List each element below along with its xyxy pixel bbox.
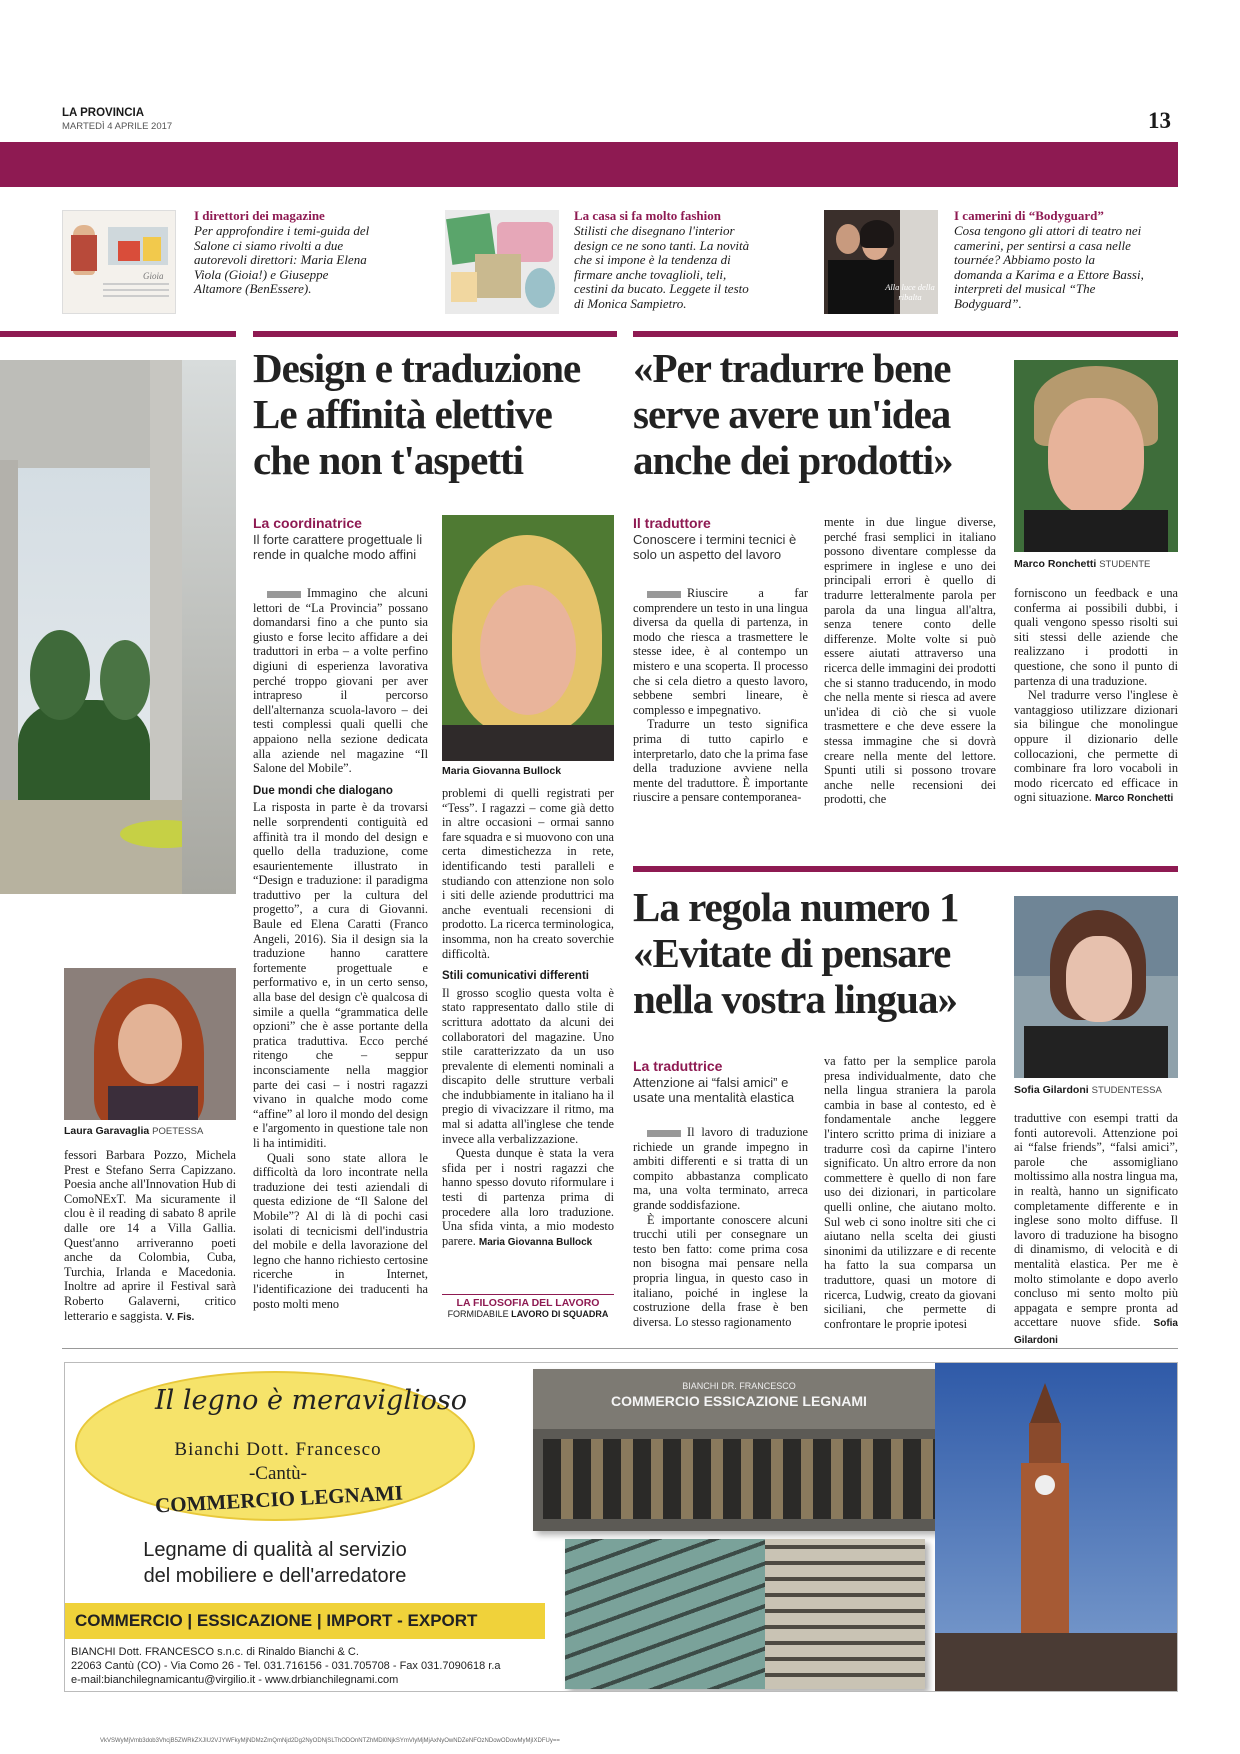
article1-col2: problemi di quelli registrati per “Tess”. I ragazzi – come già detto in altre occasioni – ormai sanno fare squadra e si muovono con una certa dimestichezza in rete, identificando testi paralleli e studiando con attenzione non solo i siti delle aziende produttrici ma anche eventuali recensioni di prodotto. La ricerca terminologica, insomma, non ha creato soverchie difficoltà. Stili comunicativi differenti Il grosso scoglio questa volta è stato rappresentato dallo stile di scrittura adottato da alcuni dei collaboratori del magazine. Uno stile caratterizzato da un uso prevalente di elementi nominali a discapito delle strutture verbali che indubbiamente in italiano ha il pregio di vivacizzare il ritmo, ma mal si adatta all'inglese che tende invece alla verbalizzazione. Questa dunque è stata la vera sfida per i nostri ragazzi che hanno spesso dovuto riformulare i testi di partenza prima di procedere alla loro traduzione. Una sfida vinta, a mio modesto parere. Maria Giovanna Bullock: [442, 786, 614, 1248]
article1-headline-line1: Design e traduzione: [253, 345, 581, 391]
marco-ronchetti-caption: [1014, 558, 1150, 570]
article1-col1: Immagino che alcuni lettori de “La Provincia” possano domandarsi fino a che punto sia giusto e forse lecito affidare a dei traduttori in erba – a volte perfino digiuni di esperienza lavorativa perché troppo giovani per aver intrapreso il percorso dell'alternanza scuola-lavoro – dei testi complessi quali quelli che appaiono nella sezione dedicata alla aziende nel magazine “Il Salone del Mobile”. Due mondi che dialogano La risposta in parte è da trovarsi nelle sorprendenti contiguità ed affinità tra il mondo del design e quello della traduzione, come esaurientemente illustrato in “Design e traduzione: il paradigma traduttivo per la cultura del progetto”, a cura di Giovanni. Baule ed Elena Caratti (Franco Angeli, 2016). Sia il design sia la traduzione hanno carattere fortemente progettuale e performativo e, in un certo senso, alla base del design c'è qualcosa di simile a quella “grammatica delle opzioni” che è asse portante della pratica traduttiva. Ecco perché ritengo che – seppur inconsciamente nella maggior parte dei casi – i nostri ragazzi vivano in qualche modo come “affine” al loro il mondo del design e l'argomento in questione tale non li ha intimiditi. Quali sono state allora le difficoltà da loro incontrate nella traduzione dei testi aziendali di questa edizione de “Il Salone del Mobile”? Al di là di pochi casi isolati di tecnicismi dell'industria del mobile e della lavorazione del legno che hanno richiesto certosine ricerche in Internet, l'identificazione dei traducenti ha posto molti meno: [253, 586, 428, 1311]
article2-col1: Riuscire a far comprendere un testo in una lingua diversa da quella di partenza, in modo che riesca a trasmettere le stesse idee, è al contempo un mistero e una scoperta. Il processo che si cela dietro a questo lavoro, sebbene sembri lineare, è complesso e impegnativo. Tradurre un testo significa prima di tutto capirlo e interpretarlo, dato che la prima fase della traduzione avviene nella mente del traduttore. È importante riuscire a pensare contemporanea-: [633, 586, 808, 805]
article1-footer: [442, 1294, 614, 1319]
article1-kicker: La coordinatrice: [253, 515, 362, 531]
caption-name: Laura Garavaglia: [64, 1125, 150, 1137]
maria-giovanna-bullock-photo: [442, 515, 614, 761]
ad-address: [71, 1645, 501, 1687]
laura-garavaglia-caption: [64, 1125, 203, 1137]
article3-para-2: È importante conoscere alcuni trucchi utili per consegnare un testo ben fatto: come prima cosa non bisogna mai pensare nella propria lingua, in questo caso in italiano, poiché in inglese la costruzione della frase è ben diversa. Lo stesso ragionamento: [633, 1212, 808, 1329]
caption-role: STUDENTESSA: [1091, 1085, 1162, 1096]
article3-headline-line2: «Evitate di pensare: [633, 930, 951, 976]
article2-col2: [824, 515, 996, 807]
ad-company: Bianchi Dott. Francesco: [174, 1439, 382, 1460]
ad-lumber-photo: [565, 1539, 925, 1689]
issue-date: MARTEDÌ 4 APRILE 2017: [62, 121, 173, 132]
article1-para-3: Quali sono state allora le difficoltà da loro incontrate nella traduzione dei testi aziendali di questa edizione de “Il Salone del Mobile”? Al di là di pochi casi isolati di tecnicismi dell'industria del mobile e della lavorazione del legno che hanno richiesto certosine ricerche in Internet, l'identificazione dei traducenti ha posto molti meno: [253, 1150, 428, 1311]
maria-giovanna-bullock-caption: [442, 765, 561, 777]
section-rule-left: [0, 331, 236, 337]
article2-headline-line2: serve avere un'idea: [633, 391, 951, 437]
teaser-3[interactable]: [954, 208, 1144, 311]
article3-headline-line1: La regola numero 1: [633, 884, 959, 930]
teaser-2-title: La casa si fa molto fashion: [574, 208, 721, 223]
lead-marker: [267, 591, 301, 598]
ad-sign-line-2: COMMERCIO ESSICAZIONE LEGNAMI: [611, 1393, 867, 1409]
teaser-3-text: Cosa tengono gli attori di teatro nei camerini, per sentirsi a casa nelle tournée? Abbiamo posto la domanda a Karima e a Ettore Bassi, interpreti del musical “The Bodyguard”.: [954, 223, 1144, 311]
ad-top-rule: [62, 1348, 1178, 1349]
article3-para-3: va fatto per la semplice parola presa individualmente, dato che nella lingua straniera la parola cambia in base al contesto, ed è fondamentale anche leggere l'intero scritto prima di iniziare a tradurre così da capirne l'intero significato. Un altro errore da non commettere è quello di non fare uso dei dizionari, in particolare quelli online, che aiutano molto. Sul web ci sono inoltre siti che ci aiutano nella scelta dei giusti sinonimi da utilizzare e di recente ha fatto la sua comparsa un traduttore, quasi un motore di ricerca, Ludwig, creato da giovani siciliani, che permette di confrontare le proprie ipotesi: [824, 1054, 996, 1331]
article1-subhead-2: Stili comunicativi differenti: [442, 970, 589, 983]
caption-role: POETESSA: [152, 1126, 204, 1137]
ad-sign-line-1: BIANCHI DR. FRANCESCO: [682, 1381, 796, 1391]
paper-name: LA PROVINCIA: [62, 107, 144, 119]
article1-para-5: Il grosso scoglio questa volta è stato rappresentato dallo stile di scrittura adottato da alcuni dei collaboratori del magazine. Uno stile caratterizzato da un uso prevalente di elementi nominali a discapito delle strutture verbali che indubbiamente in italiano ha il pregio di vivacizzare il ritmo, ma mal si adatta all'inglese che tende invece alla verbalizzazione.: [442, 985, 614, 1146]
ad-address-line-2: 22063 Cantù (CO) - Via Como 26 - Tel. 031.716156 - 031.705708 - Fax 031.7090618 r.a: [71, 1660, 501, 1672]
ad-slogan: Il legno è meraviglioso: [155, 1385, 467, 1416]
ad-bell-tower: [935, 1363, 1178, 1692]
article1-deck: Il forte carattere progettuale li rende in qualche modo affini: [253, 532, 423, 562]
article1-headline-line2: Le affinità elettive: [253, 391, 552, 437]
article3-signature: Sofia Gilardoni: [1014, 1318, 1178, 1346]
article2-headline: [633, 345, 993, 483]
gioia-label: Gioia: [143, 271, 164, 281]
left-column-text: [64, 1148, 236, 1325]
teaser-thumb-bodyguard: [824, 210, 938, 314]
article3-headline: [633, 884, 1003, 1022]
left-column-body: fessori Barbara Pozzo, Michela Prest e Stefano Serra Capizzano. Poesia anche all'Innovation Hub di ComoNExT. Ma sicuramente il clou è il reading di sabato 8 aprile dalle ore 14 a Villa Gallia. Quest'anno arriveranno poeti anche da Colombia, Cuba, Turchia, Irlanda e Macedonia. Inoltre ad aprire il Festival sarà Roberto Galaverni, critico letterario e saggista.: [64, 1148, 236, 1323]
ad-warehouse-photo: [533, 1369, 945, 1531]
ad-service-2: ESSICAZIONE: [196, 1611, 313, 1630]
teaser-2-text: Stilisti che disegnano l'interior design ce ne sono tanti. La novità che si impone è la tendenza di firmare anche tovaglioli, teli, cestini da bucato. Leggete il testo di Monica Sampietro.: [574, 223, 750, 311]
article2-kicker: Il traduttore: [633, 515, 711, 531]
marco-ronchetti-photo: [1014, 360, 1178, 552]
article2-signature: Marco Ronchetti: [1094, 793, 1174, 805]
ad-services-band: COMMERCIO | ESSICAZIONE | IMPORT - EXPORT: [65, 1603, 545, 1639]
article1-para-2: La risposta in parte è da trovarsi nelle sorprendenti contiguità ed affinità tra il mondo del design e quello della traduzione, come esaurientemente illustrato in “Design e traduzione: il paradigma traduttivo per la cultura del progetto”, a cura di Giovanni. Baule ed Elena Caratti (Franco Angeli, 2016). Sia il design sia la traduzione hanno carattere fortemente progettuale e performativo e, in un certo senso, alla base del design c'è qualcosa di simile a quella “grammatica delle opzioni” che è asse portante della pratica traduttiva. Ecco perché ritengo che – seppur inconsciamente nella maggior parte dei casi – i nostri ragazzi vivano in qualche modo come “affine” al loro il mondo del design e l'argomento in questione tale non li ha intimiditi.: [253, 800, 428, 1150]
footer-code: VkVSWyMjVmb3dob3VhcjB5ZWRkZXJlU2VJYWFkyMjNDMzZmQmNjd2Dg2NyODNjSLThODOnNTZhMDl0NjkSYmVlyMjMjAxNyOwNDZeNFOzNDowODowMyMjIXDFUy==: [100, 1738, 560, 1744]
article1-footer-sub-a: FORMIDABILE: [447, 1309, 509, 1319]
article1-para-4: problemi di quelli registrati per “Tess”. I ragazzi – come già detto in altre occasioni – ormai sanno fare squadra e si muovono con una certa dimestichezza in rete, identificando testi paralleli e studiando con attenzione non solo i siti delle aziende produttrici ma anche eventuali recensioni di prodotto. La ricerca terminologica, insomma, non ha creato soverchie difficoltà.: [442, 786, 614, 961]
section-rule-article1: [253, 331, 617, 337]
caption-role: STUDENTE: [1099, 559, 1151, 570]
article3-col1: Il lavoro di traduzione richiede un grande impegno in ambiti differenti e si tratta di un compito abbastanza complicato ma, una volta terminato, arreca grande soddisfazione. È importante conoscere alcuni trucchi utili per consegnare un testo ben fatto: come prima cosa non bisogna mai pensare nella propria lingua, in questo caso in italiano, poiché in inglese la costruzione della frase è ben diversa. Lo stesso ragionamento: [633, 1125, 808, 1329]
article2-deck: Conoscere i termini tecnici è solo un aspetto del lavoro: [633, 532, 797, 562]
article3-deck: Attenzione ai “falsi amici” e usate una mentalità elastica: [633, 1075, 795, 1105]
caption-name: Sofia Gilardoni: [1014, 1084, 1089, 1096]
teaser-3-title: I camerini di “Bodyguard”: [954, 208, 1104, 223]
teaser-2[interactable]: [574, 208, 754, 311]
lead-marker: [647, 591, 681, 598]
left-column-signature: V. Fis.: [165, 1311, 195, 1323]
header-band: [0, 142, 1178, 187]
advertisement[interactable]: [64, 1362, 1178, 1692]
caption-name: Maria Giovanna Bullock: [442, 765, 562, 777]
article2-headline-line3: anche dei prodotti»: [633, 437, 953, 483]
section-rule-article3: [633, 866, 1178, 872]
ad-service-3: IMPORT - EXPORT: [326, 1611, 478, 1630]
ad-tagline-1: Legname di qualità al servizio: [143, 1539, 407, 1561]
teaser-thumb-fashion: [445, 210, 559, 314]
teaser-thumb-magazine: [62, 210, 176, 314]
article1-signature: Maria Giovanna Bullock: [478, 1236, 593, 1248]
ad-tagline-2: del mobiliere e dell'arredatore: [143, 1565, 407, 1587]
sofia-gilardoni-photo: [1014, 896, 1178, 1078]
article1-headline-line3: che non t'aspetti: [253, 437, 523, 483]
page-number: 13: [1148, 108, 1171, 133]
ad-address-line-3: e-mail:bianchilegnamicantu@virgilio.it - www.drbianchilegnami.com: [71, 1674, 399, 1686]
article2-para-4: forniscono un feedback e una conferma ai possibili dubbi, i quali vengono spesso risolti sui siti stessi delle aziende che realizzano i prodotti in questione, che sono il punto di partenza di una traduzione.: [1014, 586, 1178, 688]
ad-address-line-1: BIANCHI Dott. FRANCESCO s.n.c. di Rinaldo Bianchi & C.: [71, 1646, 359, 1658]
article1-footer-sub-b: LAVORO DI SQUADRA: [511, 1309, 609, 1319]
section-rule-article2: [633, 331, 1178, 337]
teaser-1-title: I direttori dei magazine: [194, 208, 325, 223]
article3-col2: [824, 1054, 996, 1331]
caption-name: Marco Ronchetti: [1014, 558, 1097, 570]
architecture-photo: [0, 360, 236, 894]
article2-para-2: Tradurre un testo significa prima di tutto capirlo e interpretarlo, dato che la prima fase della traduzione avviene nella mente del traduttore. È importante riuscire a pensare contemporanea-: [633, 717, 808, 805]
ad-service-1: COMMERCIO: [75, 1611, 183, 1630]
article1-subhead-1: Due mondi che dialogano: [253, 784, 393, 797]
article1-footer-title: LA FILOSOFIA DEL LAVORO: [456, 1297, 600, 1309]
article3-col3: traduttive con esempi tratti da fonti autorevoli. Attenzione poi ai “false friends”, “falsi amici”, parole che assomigliano moltissimo alla nostra lingua ma, in realtà, hanno un significato completamente differente e in inglese sono molto diffuse. Il lavoro di traduzione ha bisogno di dinamismo, di velocità e di mentalità elastica. Per me è molto stimolante e dopo averlo concluso mi sento molto più appagata e sempre pronta ad accettare nuove sfide. Sofia Gilardoni: [1014, 1111, 1178, 1346]
teaser-1[interactable]: [194, 208, 374, 297]
article3-kicker: La traduttrice: [633, 1058, 723, 1074]
ad-city: -Cantù-: [248, 1463, 308, 1484]
article2-col3: forniscono un feedback e una conferma ai possibili dubbi, i quali vengono spesso risolti sui siti stessi delle aziende che realizzano i prodotti in questione, che sono il punto di partenza di una traduzione. Nel tradurre verso l'inglese è vantaggioso utilizzare dizionari sia bilingue che monolingue oppure il dizionario delle collocazioni, che permette di combinare fra loro vocaboli in modo ricercato ed efficace in ogni situazione. Marco Ronchetti: [1014, 586, 1178, 805]
article2-headline-line1: «Per tradurre bene: [633, 345, 951, 391]
article3-headline-line3: nella vostra lingua»: [633, 976, 957, 1022]
bodyguard-image-label: Alla luce della ribalta: [885, 282, 935, 302]
lead-marker: [647, 1130, 681, 1137]
laura-garavaglia-photo: [64, 968, 236, 1120]
teaser-1-text: Per approfondire i temi-guida del Salone ci siamo rivolti a due autorevoli direttori: Maria Elena Viola (Gioia!) e Giuseppe Altamore (BenEssere).: [194, 223, 370, 296]
sofia-gilardoni-caption: [1014, 1084, 1162, 1096]
article2-para-3: mente in due lingue diverse, perché frasi semplici in italiano possono diventare complesse da esprimere in inglese e uno dei principali errori è quello di tradurre letteralmente parola per parola da una lingua all'altra, senza tenere conto delle differenze. Molte volte si può essere aiutati attraverso una ricerca delle immagini dei prodotti che si stanno traducendo, in modo che nella mente si riesca ad avere un'idea di ciò che si vuole trasmettere e che deve essere la stessa immagine che si dovrà creare nella mente del lettore. Spunti utili si possono trovare anche nelle recensioni dei prodotti, che: [824, 515, 996, 807]
article1-headline: [253, 345, 623, 483]
ad-business: COMMERCIO LEGNAMI: [154, 1480, 404, 1518]
